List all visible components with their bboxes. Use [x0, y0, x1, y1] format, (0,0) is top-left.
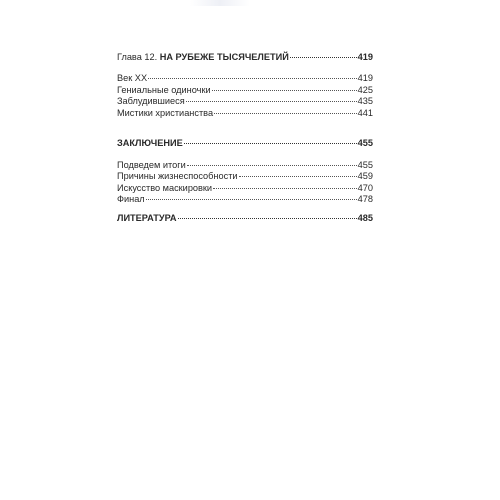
top-smudge: [190, 0, 250, 6]
toc-entry: [117, 183, 373, 194]
dot-leader: [186, 101, 357, 102]
toc-entry: [117, 108, 373, 119]
toc-conclusion: [117, 138, 373, 149]
toc-entry-title: Мистики христианства: [117, 108, 214, 118]
page-number: 455: [357, 160, 373, 170]
toc-entry-title: Подведем итоги: [117, 160, 186, 170]
dot-leader: [214, 113, 357, 114]
dot-leader: [239, 176, 357, 177]
page-number: 470: [357, 183, 373, 193]
dot-leader: [184, 143, 357, 144]
toc-entry: [117, 96, 373, 107]
toc-chapter-12: [117, 52, 373, 63]
toc-entry-title: Искусство маскировки: [117, 183, 213, 193]
chapter-title: НА РУБЕЖЕ ТЫСЯЧЕЛЕТИЙ: [159, 52, 289, 62]
toc-entry: [117, 171, 373, 182]
toc-entry: [117, 160, 373, 171]
dot-leader: [148, 78, 357, 79]
page-number: 425: [357, 85, 373, 95]
toc-entry-title: ЛИТЕРАТУРА: [117, 213, 177, 223]
dot-leader: [187, 165, 357, 166]
toc-entry: [117, 194, 373, 205]
page-number: 455: [357, 138, 373, 148]
page-number: 419: [357, 73, 373, 83]
toc-literature: [117, 213, 373, 224]
page-number: 459: [357, 171, 373, 181]
toc-entry-title: Заблудившиеся: [117, 96, 185, 106]
page-number: 485: [357, 213, 373, 223]
toc-entry: [117, 73, 373, 84]
chapter-prefix: Глава 12.: [117, 52, 158, 62]
dot-leader: [146, 199, 357, 200]
page-number: 419: [357, 52, 373, 62]
toc-entry: [117, 85, 373, 96]
toc-entry-title: ЗАКЛЮЧЕНИЕ: [117, 138, 183, 148]
dot-leader: [178, 218, 357, 219]
toc-entry-title: [117, 52, 289, 63]
page-number: 441: [357, 108, 373, 118]
page-number: 478: [357, 194, 373, 204]
toc-entry-title: Причины жизнеспособности: [117, 171, 238, 181]
toc-entry-title: Гениальные одиночки: [117, 85, 211, 95]
dot-leader: [212, 90, 357, 91]
page-number: 435: [357, 96, 373, 106]
dot-leader: [213, 188, 357, 189]
dot-leader: [290, 57, 357, 58]
toc-entry-title: Век XX: [117, 73, 148, 83]
toc-entry-title: Финал: [117, 194, 145, 204]
